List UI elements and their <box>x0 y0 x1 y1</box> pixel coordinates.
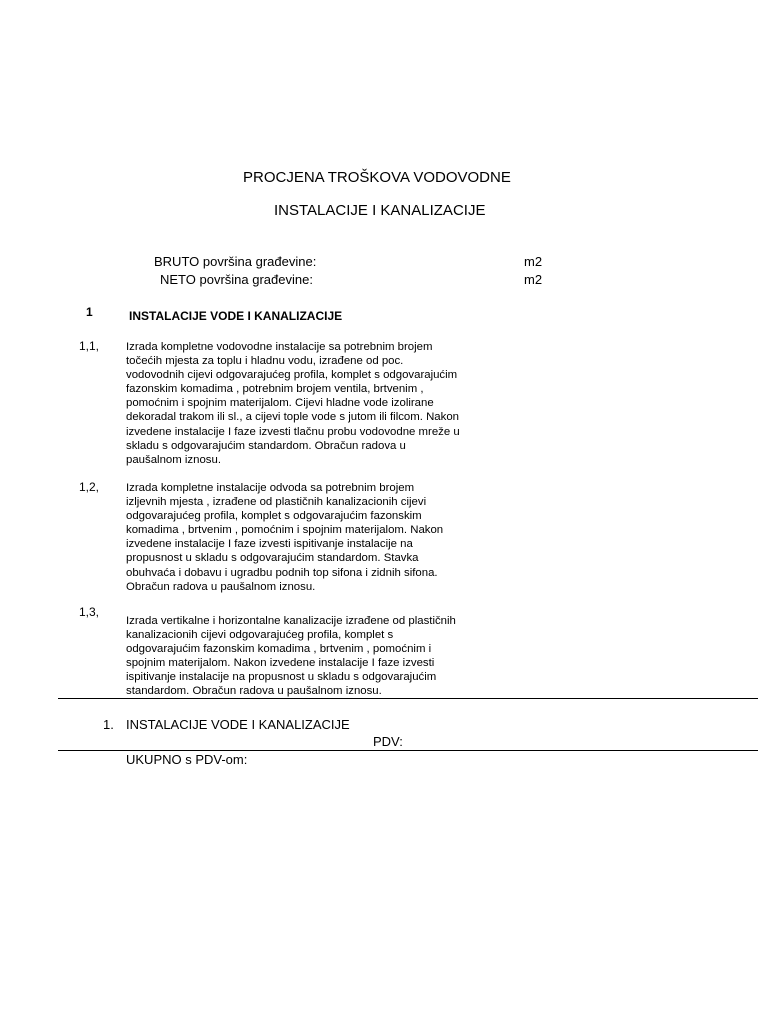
description-line: ispitivanje instalacije na propusnost u skladu s odgovarajućim <box>126 671 437 684</box>
summary-bottom-rule <box>58 750 758 751</box>
description-line: fazonskim komadima , potrebnim brojem ventila, brtvenim , <box>126 383 424 396</box>
description-line: propusnost u skladu s odgovarajućim standardom. Stavka <box>126 552 419 565</box>
pdv-label: PDV: <box>373 734 403 749</box>
document-title-line2: INSTALACIJE I KANALIZACIJE <box>274 202 486 219</box>
item-description <box>126 340 526 467</box>
description-line: Izrada kompletne vodovodne instalacije sa potrebnim brojem <box>126 341 433 353</box>
summary-row-number: 1. <box>103 717 114 732</box>
item-description <box>126 614 526 699</box>
item-number: 1,2, <box>79 480 100 494</box>
description-line: izvedene instalacije I faze izvesti tlačnu probu vodovodne mreže u <box>126 425 460 438</box>
description-line: dekoradal trakom ili sl., a cijevi tople vode s jutom ili filcom. Nakon <box>126 411 459 424</box>
item-number: 1,3, <box>79 605 100 619</box>
description-line: točećih mjesta za toplu i hladnu vodu, izrađene od poc. <box>126 355 404 368</box>
description-line: komadima , brtvenim , pomoćnim i spojnim materijalom. Nakon <box>126 524 444 537</box>
summary-top-rule <box>58 698 758 699</box>
description-line: obuhvaća i dobavu i ugradbu podnih top sifona i zidnih sifona. <box>126 566 438 579</box>
total-with-vat-label: UKUPNO s PDV-om: <box>126 752 248 767</box>
description-line: Obračun radova u paušalnom iznosu. <box>126 580 316 593</box>
neto-area-unit: m2 <box>524 272 543 287</box>
bruto-area-label: BRUTO površina građevine: <box>154 254 317 269</box>
description-line: spojnim materijalom. Nakon izvedene instalacije I faze izvesti <box>126 657 435 670</box>
section-title: INSTALACIJE VODE I KANALIZACIJE <box>129 309 343 323</box>
item-description <box>126 481 526 594</box>
description-line: standardom. Obračun radova u paušalnom iznosu. <box>126 685 382 698</box>
document-title-line1: PROCJENA TROŠKOVA VODOVODNE <box>243 169 511 186</box>
section-number: 1 <box>86 305 93 319</box>
description-line: izvedene instalacije I faze izvesti ispitivanje instalacije na <box>126 538 413 551</box>
description-line: odgovarajućeg profila, komplet s odgovarajućim fazonskim <box>126 510 422 523</box>
description-line: Izrada kompletne instalacije odvoda sa potrebnim brojem <box>126 482 415 494</box>
bruto-area-unit: m2 <box>524 254 543 269</box>
description-line: skladu s odgovarajućim standardom. Obračun radova u <box>126 439 406 452</box>
description-line: pomoćnim i spojnim materijalom. Cijevi hladne vode izolirane <box>126 397 434 410</box>
description-line: vodovodnih cijevi odgovarajućeg profila, komplet s odgovarajućim <box>126 369 458 382</box>
neto-area-label: NETO površina građevine: <box>160 272 313 287</box>
summary-row-label: INSTALACIJE VODE I KANALIZACIJE <box>126 717 350 732</box>
description-line: paušalnom iznosu. <box>126 453 221 466</box>
description-line: kanalizacionih cijevi odgovarajućeg profila, komplet s <box>126 629 394 642</box>
item-number: 1,1, <box>79 339 100 353</box>
description-line: Izrada vertikalne i horizontalne kanalizacije izrađene od plastičnih <box>126 615 456 627</box>
description-line: izljevnih mjesta , izrađene od plastičnih kanalizacionih cijevi <box>126 496 427 509</box>
description-line: odgovarajućim fazonskim komadima , brtvenim , pomoćnim i <box>126 643 432 656</box>
